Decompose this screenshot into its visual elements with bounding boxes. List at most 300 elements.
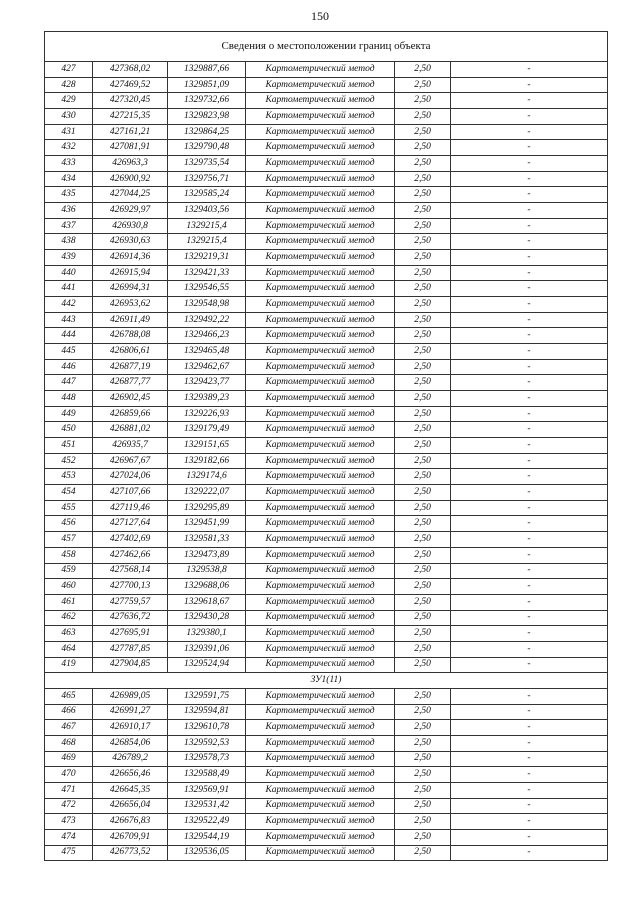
x-coordinate-cell: 427044,25 [93,187,168,203]
description-cell: - [451,845,608,861]
table-header-row [45,32,608,62]
x-coordinate-cell: 426911,49 [93,312,168,328]
y-coordinate-cell: 1329851,09 [168,77,246,93]
method-cell: Картометрический метод [246,720,395,736]
accuracy-cell: 2,50 [395,594,451,610]
description-cell: - [451,218,608,234]
y-coordinate-cell: 1329610,78 [168,720,246,736]
x-coordinate-cell: 427368,02 [93,62,168,78]
table-row [45,532,608,548]
description-cell: - [451,391,608,407]
x-coordinate-cell: 426963,3 [93,156,168,172]
table-row [45,297,608,313]
method-cell: Картометрический метод [246,171,395,187]
method-cell: Картометрический метод [246,626,395,642]
point-number-cell: 473 [45,814,93,830]
table-row [45,187,608,203]
method-cell: Картометрический метод [246,516,395,532]
point-number-cell: 461 [45,594,93,610]
y-coordinate-cell: 1329430,28 [168,610,246,626]
x-coordinate-cell: 427636,72 [93,610,168,626]
accuracy-cell: 2,50 [395,500,451,516]
accuracy-cell: 2,50 [395,109,451,125]
table-row [45,328,608,344]
description-cell: - [451,375,608,391]
accuracy-cell: 2,50 [395,344,451,360]
table-row [45,234,608,250]
table-row [45,438,608,454]
method-cell: Картометрический метод [246,688,395,704]
method-cell: Картометрический метод [246,500,395,516]
y-coordinate-cell: 1329295,89 [168,500,246,516]
method-cell: Картометрический метод [246,375,395,391]
table-row [45,516,608,532]
description-cell: - [451,234,608,250]
accuracy-cell: 2,50 [395,218,451,234]
description-cell: - [451,829,608,845]
x-coordinate-cell: 427127,64 [93,516,168,532]
table-row [45,406,608,422]
table-row [45,563,608,579]
description-cell: - [451,62,608,78]
point-number-cell: 471 [45,782,93,798]
accuracy-cell: 2,50 [395,485,451,501]
y-coordinate-cell: 1329403,56 [168,203,246,219]
y-coordinate-cell: 1329531,42 [168,798,246,814]
y-coordinate-cell: 1329215,4 [168,218,246,234]
method-cell: Картометрический метод [246,265,395,281]
x-coordinate-cell: 426929,97 [93,203,168,219]
y-coordinate-cell: 1329546,55 [168,281,246,297]
method-cell: Картометрический метод [246,344,395,360]
accuracy-cell: 2,50 [395,124,451,140]
point-number-cell: 465 [45,688,93,704]
point-number-cell: 447 [45,375,93,391]
x-coordinate-cell: 427402,69 [93,532,168,548]
x-coordinate-cell: 426994,31 [93,281,168,297]
description-cell: - [451,704,608,720]
description-cell: - [451,532,608,548]
y-coordinate-cell: 1329732,66 [168,93,246,109]
point-number-cell: 434 [45,171,93,187]
description-cell: - [451,782,608,798]
point-number-cell: 433 [45,156,93,172]
method-cell: Картометрический метод [246,767,395,783]
accuracy-cell: 2,50 [395,328,451,344]
y-coordinate-cell: 1329182,66 [168,453,246,469]
accuracy-cell: 2,50 [395,516,451,532]
description-cell: - [451,735,608,751]
point-number-cell: 459 [45,563,93,579]
table-row [45,77,608,93]
x-coordinate-cell: 427904,85 [93,657,168,673]
point-number-cell: 438 [45,234,93,250]
section-label: ЗУ1(11) [45,673,608,689]
y-coordinate-cell: 1329585,24 [168,187,246,203]
point-number-cell: 457 [45,532,93,548]
method-cell: Картометрический метод [246,187,395,203]
y-coordinate-cell: 1329451,99 [168,516,246,532]
x-coordinate-cell: 426877,19 [93,359,168,375]
table-row [45,485,608,501]
description-cell: - [451,156,608,172]
accuracy-cell: 2,50 [395,735,451,751]
description-cell: - [451,359,608,375]
description-cell: - [451,485,608,501]
method-cell: Картометрический метод [246,203,395,219]
accuracy-cell: 2,50 [395,469,451,485]
accuracy-cell: 2,50 [395,767,451,783]
x-coordinate-cell: 426806,61 [93,344,168,360]
y-coordinate-cell: 1329688,06 [168,579,246,595]
point-number-cell: 454 [45,485,93,501]
table-row [45,250,608,266]
table-row [45,312,608,328]
y-coordinate-cell: 1329538,8 [168,563,246,579]
point-number-cell: 440 [45,265,93,281]
x-coordinate-cell: 427695,91 [93,626,168,642]
x-coordinate-cell: 426915,94 [93,265,168,281]
description-cell: - [451,610,608,626]
y-coordinate-cell: 1329887,66 [168,62,246,78]
table-row [45,579,608,595]
point-number-cell: 474 [45,829,93,845]
accuracy-cell: 2,50 [395,626,451,642]
x-coordinate-cell: 427787,85 [93,641,168,657]
method-cell: Картометрический метод [246,641,395,657]
description-cell: - [451,720,608,736]
accuracy-cell: 2,50 [395,375,451,391]
table-row [45,218,608,234]
point-number-cell: 475 [45,845,93,861]
description-cell: - [451,406,608,422]
boundary-coordinates-table [44,31,608,861]
accuracy-cell: 2,50 [395,563,451,579]
x-coordinate-cell: 427469,52 [93,77,168,93]
y-coordinate-cell: 1329174,6 [168,469,246,485]
x-coordinate-cell: 426854,06 [93,735,168,751]
method-cell: Картометрический метод [246,469,395,485]
method-cell: Картометрический метод [246,93,395,109]
x-coordinate-cell: 426656,04 [93,798,168,814]
accuracy-cell: 2,50 [395,547,451,563]
accuracy-cell: 2,50 [395,93,451,109]
table-row [45,140,608,156]
x-coordinate-cell: 427119,46 [93,500,168,516]
accuracy-cell: 2,50 [395,171,451,187]
accuracy-cell: 2,50 [395,140,451,156]
point-number-cell: 446 [45,359,93,375]
x-coordinate-cell: 427462,66 [93,547,168,563]
description-cell: - [451,688,608,704]
y-coordinate-cell: 1329544,19 [168,829,246,845]
table-row [45,453,608,469]
point-number-cell: 449 [45,406,93,422]
x-coordinate-cell: 427081,91 [93,140,168,156]
x-coordinate-cell: 427700,13 [93,579,168,595]
table-row [45,704,608,720]
y-coordinate-cell: 1329522,49 [168,814,246,830]
method-cell: Картометрический метод [246,406,395,422]
method-cell: Картометрический метод [246,453,395,469]
method-cell: Картометрический метод [246,579,395,595]
accuracy-cell: 2,50 [395,297,451,313]
method-cell: Картометрический метод [246,782,395,798]
x-coordinate-cell: 426859,66 [93,406,168,422]
x-coordinate-cell: 426930,63 [93,234,168,250]
x-coordinate-cell: 426676,83 [93,814,168,830]
description-cell: - [451,438,608,454]
table-row [45,814,608,830]
description-cell: - [451,250,608,266]
table-row [45,829,608,845]
accuracy-cell: 2,50 [395,532,451,548]
x-coordinate-cell: 426930,8 [93,218,168,234]
table-row [45,626,608,642]
y-coordinate-cell: 1329492,22 [168,312,246,328]
x-coordinate-cell: 426788,08 [93,328,168,344]
method-cell: Картометрический метод [246,751,395,767]
method-cell: Картометрический метод [246,124,395,140]
accuracy-cell: 2,50 [395,720,451,736]
x-coordinate-cell: 427107,66 [93,485,168,501]
description-cell: - [451,579,608,595]
y-coordinate-cell: 1329790,48 [168,140,246,156]
description-cell: - [451,171,608,187]
y-coordinate-cell: 1329179,49 [168,422,246,438]
method-cell: Картометрический метод [246,312,395,328]
description-cell: - [451,124,608,140]
table-row [45,594,608,610]
accuracy-cell: 2,50 [395,751,451,767]
y-coordinate-cell: 1329592,53 [168,735,246,751]
section-row [45,673,608,689]
description-cell: - [451,594,608,610]
y-coordinate-cell: 1329588,49 [168,767,246,783]
table-row [45,156,608,172]
x-coordinate-cell: 427161,21 [93,124,168,140]
accuracy-cell: 2,50 [395,704,451,720]
table-row [45,845,608,861]
x-coordinate-cell: 427320,45 [93,93,168,109]
description-cell: - [451,500,608,516]
method-cell: Картометрический метод [246,704,395,720]
method-cell: Картометрический метод [246,532,395,548]
table-row [45,344,608,360]
x-coordinate-cell: 426902,45 [93,391,168,407]
table-row [45,500,608,516]
point-number-cell: 445 [45,344,93,360]
y-coordinate-cell: 1329823,98 [168,109,246,125]
description-cell: - [451,187,608,203]
description-cell: - [451,751,608,767]
description-cell: - [451,312,608,328]
accuracy-cell: 2,50 [395,62,451,78]
description-cell: - [451,563,608,579]
accuracy-cell: 2,50 [395,798,451,814]
accuracy-cell: 2,50 [395,359,451,375]
description-cell: - [451,641,608,657]
description-cell: - [451,281,608,297]
y-coordinate-cell: 1329536,05 [168,845,246,861]
point-number-cell: 456 [45,516,93,532]
method-cell: Картометрический метод [246,438,395,454]
description-cell: - [451,657,608,673]
x-coordinate-cell: 427568,14 [93,563,168,579]
table-row [45,641,608,657]
description-cell: - [451,626,608,642]
x-coordinate-cell: 426910,17 [93,720,168,736]
point-number-cell: 436 [45,203,93,219]
y-coordinate-cell: 1329423,77 [168,375,246,391]
accuracy-cell: 2,50 [395,281,451,297]
y-coordinate-cell: 1329226,93 [168,406,246,422]
y-coordinate-cell: 1329548,98 [168,297,246,313]
method-cell: Картометрический метод [246,109,395,125]
y-coordinate-cell: 1329756,71 [168,171,246,187]
table-row [45,782,608,798]
y-coordinate-cell: 1329578,73 [168,751,246,767]
description-cell: - [451,265,608,281]
method-cell: Картометрический метод [246,328,395,344]
accuracy-cell: 2,50 [395,782,451,798]
accuracy-cell: 2,50 [395,187,451,203]
method-cell: Картометрический метод [246,422,395,438]
y-coordinate-cell: 1329618,67 [168,594,246,610]
table-row [45,688,608,704]
table-row [45,171,608,187]
accuracy-cell: 2,50 [395,422,451,438]
x-coordinate-cell: 426900,92 [93,171,168,187]
y-coordinate-cell: 1329389,23 [168,391,246,407]
x-coordinate-cell: 427759,57 [93,594,168,610]
method-cell: Картометрический метод [246,814,395,830]
x-coordinate-cell: 426881,02 [93,422,168,438]
x-coordinate-cell: 426789,2 [93,751,168,767]
point-number-cell: 453 [45,469,93,485]
table-row [45,547,608,563]
method-cell: Картометрический метод [246,547,395,563]
method-cell: Картометрический метод [246,218,395,234]
table-row [45,735,608,751]
x-coordinate-cell: 427024,06 [93,469,168,485]
point-number-cell: 432 [45,140,93,156]
method-cell: Картометрический метод [246,234,395,250]
y-coordinate-cell: 1329391,06 [168,641,246,657]
description-cell: - [451,469,608,485]
point-number-cell: 419 [45,657,93,673]
x-coordinate-cell: 426953,62 [93,297,168,313]
accuracy-cell: 2,50 [395,814,451,830]
y-coordinate-cell: 1329222,07 [168,485,246,501]
x-coordinate-cell: 426877,77 [93,375,168,391]
accuracy-cell: 2,50 [395,77,451,93]
table-row [45,375,608,391]
accuracy-cell: 2,50 [395,845,451,861]
method-cell: Картометрический метод [246,485,395,501]
point-number-cell: 469 [45,751,93,767]
accuracy-cell: 2,50 [395,829,451,845]
accuracy-cell: 2,50 [395,641,451,657]
point-number-cell: 462 [45,610,93,626]
description-cell: - [451,344,608,360]
point-number-cell: 452 [45,453,93,469]
table-row [45,124,608,140]
page-number: 150 [311,9,329,23]
y-coordinate-cell: 1329581,33 [168,532,246,548]
description-cell: - [451,109,608,125]
point-number-cell: 467 [45,720,93,736]
x-coordinate-cell: 426967,67 [93,453,168,469]
table-row [45,281,608,297]
point-number-cell: 443 [45,312,93,328]
accuracy-cell: 2,50 [395,657,451,673]
point-number-cell: 458 [45,547,93,563]
method-cell: Картометрический метод [246,798,395,814]
y-coordinate-cell: 1329151,65 [168,438,246,454]
y-coordinate-cell: 1329735,54 [168,156,246,172]
description-cell: - [451,140,608,156]
table-row [45,469,608,485]
x-coordinate-cell: 426914,36 [93,250,168,266]
method-cell: Картометрический метод [246,250,395,266]
y-coordinate-cell: 1329864,25 [168,124,246,140]
y-coordinate-cell: 1329594,81 [168,704,246,720]
table-row [45,767,608,783]
point-number-cell: 444 [45,328,93,344]
point-number-cell: 437 [45,218,93,234]
table-row [45,798,608,814]
accuracy-cell: 2,50 [395,265,451,281]
point-number-cell: 429 [45,93,93,109]
method-cell: Картометрический метод [246,140,395,156]
x-coordinate-cell: 426709,91 [93,829,168,845]
table-row [45,657,608,673]
method-cell: Картометрический метод [246,297,395,313]
x-coordinate-cell: 426645,35 [93,782,168,798]
point-number-cell: 442 [45,297,93,313]
accuracy-cell: 2,50 [395,250,451,266]
x-coordinate-cell: 426935,7 [93,438,168,454]
accuracy-cell: 2,50 [395,610,451,626]
accuracy-cell: 2,50 [395,203,451,219]
y-coordinate-cell: 1329421,33 [168,265,246,281]
y-coordinate-cell: 1329215,4 [168,234,246,250]
point-number-cell: 466 [45,704,93,720]
method-cell: Картометрический метод [246,77,395,93]
x-coordinate-cell: 426991,27 [93,704,168,720]
point-number-cell: 435 [45,187,93,203]
accuracy-cell: 2,50 [395,453,451,469]
description-cell: - [451,814,608,830]
method-cell: Картометрический метод [246,594,395,610]
point-number-cell: 460 [45,579,93,595]
method-cell: Картометрический метод [246,62,395,78]
y-coordinate-cell: 1329465,48 [168,344,246,360]
method-cell: Картометрический метод [246,391,395,407]
accuracy-cell: 2,50 [395,391,451,407]
table-row [45,62,608,78]
accuracy-cell: 2,50 [395,579,451,595]
accuracy-cell: 2,50 [395,234,451,250]
table-row [45,422,608,438]
x-coordinate-cell: 426989,05 [93,688,168,704]
description-cell: - [451,297,608,313]
table-row [45,359,608,375]
accuracy-cell: 2,50 [395,156,451,172]
table-row [45,93,608,109]
description-cell: - [451,516,608,532]
